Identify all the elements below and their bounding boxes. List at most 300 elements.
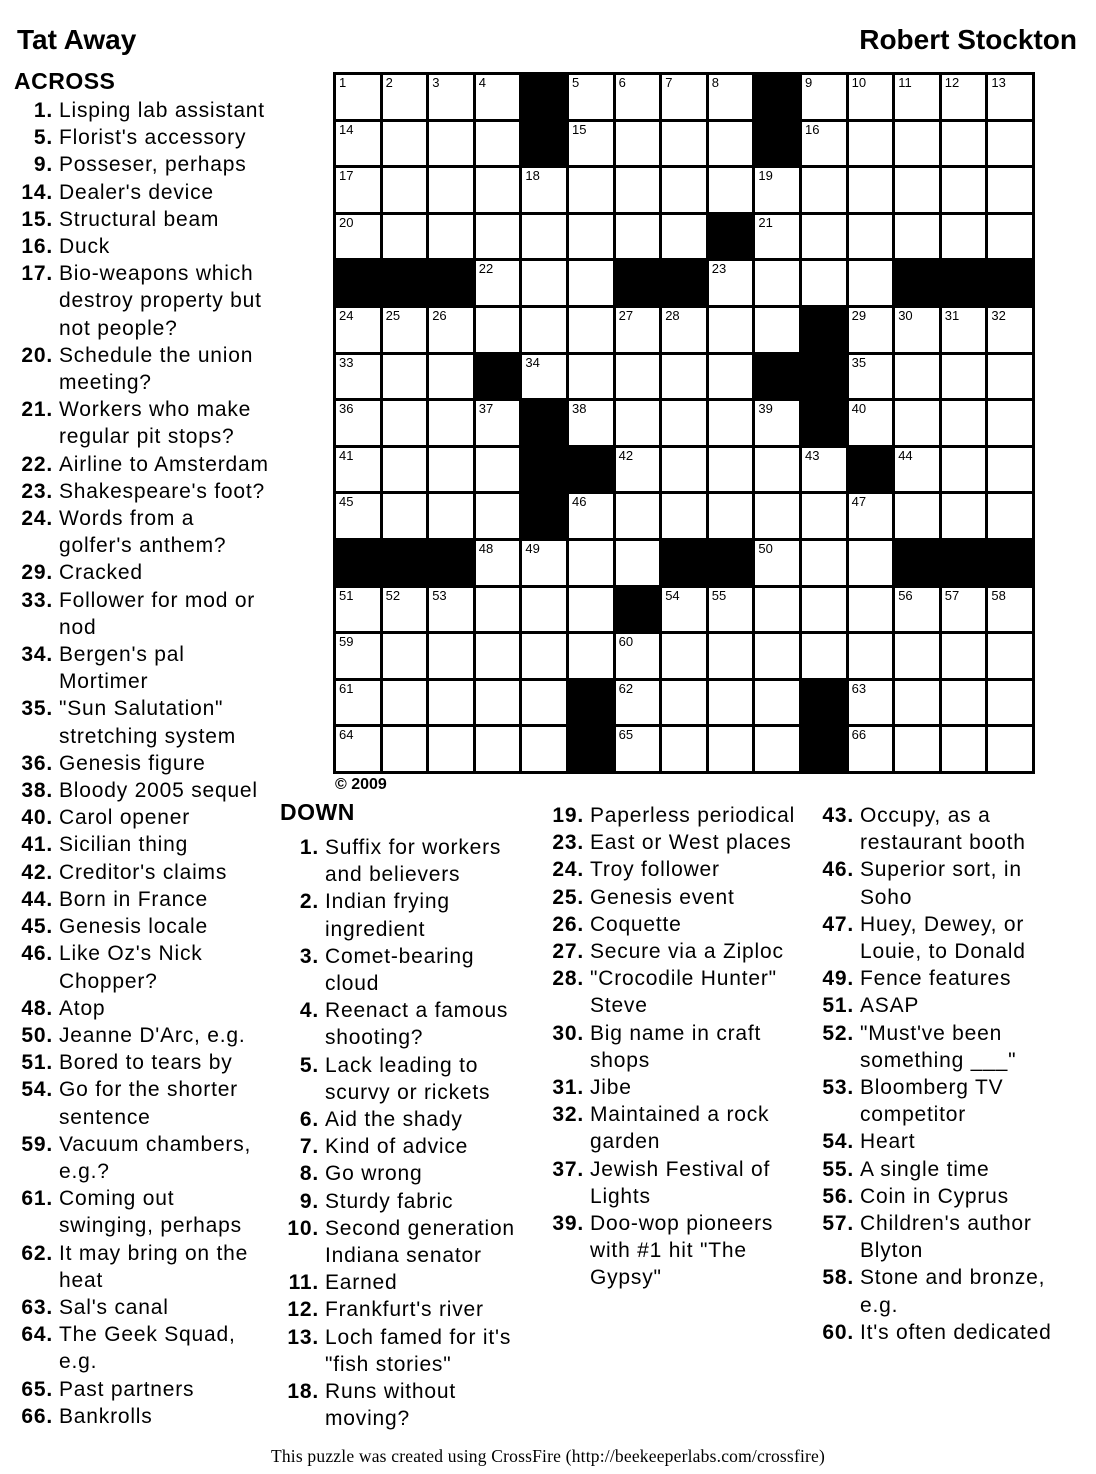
grid-cell[interactable] — [662, 75, 706, 119]
grid-cell[interactable] — [709, 588, 753, 632]
creator-credit: This puzzle was created using CrossFire (http://beekeeperlabs.com/crossfire) — [270, 1446, 826, 1466]
grid-cell[interactable] — [429, 494, 473, 538]
clue-number: 9. — [33, 153, 53, 177]
grid-cell[interactable] — [662, 634, 706, 678]
grid-cell[interactable] — [383, 588, 427, 632]
grid-cell-black — [942, 541, 986, 585]
clue-text: Heart — [860, 1130, 916, 1154]
grid-cell[interactable] — [662, 727, 706, 771]
grid-cell[interactable] — [942, 122, 986, 166]
grid-cell[interactable] — [849, 588, 893, 632]
grid-cell[interactable] — [755, 541, 799, 585]
grid-cell[interactable] — [476, 588, 520, 632]
clue-item — [281, 997, 525, 1051]
cell-number: 1 — [339, 75, 347, 90]
grid-cell[interactable] — [895, 122, 939, 166]
grid-cell[interactable] — [709, 401, 753, 445]
clue-text: Frankfurt's river — [325, 1298, 484, 1322]
clue-text: Past partners — [59, 1377, 195, 1401]
grid-cell[interactable] — [616, 681, 660, 725]
grid-cell[interactable] — [522, 634, 566, 678]
clue-text: Indian frying ingredient — [325, 890, 450, 941]
grid-cell[interactable] — [988, 727, 1032, 771]
grid-cell[interactable] — [942, 727, 986, 771]
grid-cell[interactable] — [336, 308, 380, 352]
grid-cell[interactable] — [429, 122, 473, 166]
cell-number: 26 — [432, 307, 447, 323]
grid-cell-black — [662, 541, 706, 585]
grid-cell[interactable] — [849, 541, 893, 585]
cell-number: 64 — [339, 727, 354, 743]
clue-item — [15, 641, 271, 695]
grid-cell[interactable] — [616, 401, 660, 445]
grid-cell[interactable] — [942, 634, 986, 678]
clue-text: Bloody 2005 sequel — [59, 779, 258, 803]
clue-item — [281, 1188, 525, 1215]
grid-cell-black — [709, 541, 753, 585]
grid-cell-black — [895, 261, 939, 305]
clue-item — [15, 124, 271, 151]
clue-item — [546, 856, 802, 883]
grid-cell[interactable] — [988, 681, 1032, 725]
clue-text: Genesis event — [590, 885, 735, 909]
grid-cell[interactable] — [849, 727, 893, 771]
grid-cell[interactable] — [383, 75, 427, 119]
grid-cell[interactable] — [476, 448, 520, 492]
grid-cell[interactable] — [802, 448, 846, 492]
grid-cell[interactable] — [569, 401, 613, 445]
grid-cell[interactable] — [662, 448, 706, 492]
grid-cell[interactable] — [709, 355, 753, 399]
clue-text: Suffix for workers and believers — [325, 836, 502, 887]
grid-cell-black — [383, 541, 427, 585]
grid-cell[interactable] — [616, 168, 660, 212]
grid-cell[interactable] — [569, 215, 613, 259]
cell-number: 21 — [758, 214, 773, 230]
crossword-grid — [333, 72, 1035, 774]
grid-cell[interactable] — [942, 401, 986, 445]
grid-cell[interactable] — [476, 122, 520, 166]
clue-number: 2. — [299, 890, 319, 914]
grid-cell[interactable] — [569, 122, 613, 166]
grid-cell[interactable] — [336, 448, 380, 492]
grid-cell[interactable] — [849, 634, 893, 678]
grid-cell[interactable] — [802, 215, 846, 259]
clue-text: The Geek Squad, e.g. — [59, 1323, 236, 1374]
clue-number: 32. — [552, 1103, 584, 1127]
grid-cell[interactable] — [429, 727, 473, 771]
grid-cell[interactable] — [476, 401, 520, 445]
grid-cell[interactable] — [616, 634, 660, 678]
clue-item — [15, 1049, 271, 1076]
grid-cell[interactable] — [755, 168, 799, 212]
clue-number: 55. — [822, 1157, 854, 1181]
clue-item — [546, 965, 802, 1019]
clue-number: 54. — [21, 1078, 53, 1102]
grid-cell[interactable] — [383, 215, 427, 259]
clue-number: 47. — [822, 912, 854, 936]
grid-cell[interactable] — [476, 681, 520, 725]
grid-cell[interactable] — [522, 261, 566, 305]
grid-cell[interactable] — [662, 308, 706, 352]
grid-cell[interactable] — [942, 308, 986, 352]
grid-cell[interactable] — [849, 261, 893, 305]
grid-cell[interactable] — [709, 634, 753, 678]
grid-cell[interactable] — [569, 168, 613, 212]
grid-cell-black — [522, 122, 566, 166]
grid-cell[interactable] — [522, 588, 566, 632]
grid-cell[interactable] — [895, 727, 939, 771]
grid-cell[interactable] — [755, 308, 799, 352]
grid-cell[interactable] — [429, 681, 473, 725]
grid-cell[interactable] — [662, 215, 706, 259]
grid-cell[interactable] — [988, 308, 1032, 352]
clue-number: 51. — [21, 1051, 53, 1075]
clue-number: 37. — [552, 1157, 584, 1181]
grid-cell[interactable] — [522, 727, 566, 771]
cell-number: 24 — [339, 307, 354, 323]
clue-text: Children's author Blyton — [860, 1212, 1032, 1263]
clue-text: Jeanne D'Arc, e.g. — [59, 1023, 246, 1047]
grid-cell[interactable] — [988, 401, 1032, 445]
clue-number: 8. — [299, 1162, 319, 1186]
page-author: Robert Stockton — [859, 24, 1077, 55]
clue-number: 6. — [299, 1108, 319, 1132]
grid-cell[interactable] — [336, 588, 380, 632]
grid-cell[interactable] — [569, 355, 613, 399]
grid-cell[interactable] — [522, 355, 566, 399]
clue-number: 60. — [822, 1320, 854, 1344]
grid-cell[interactable] — [336, 168, 380, 212]
cell-number: 32 — [991, 307, 1006, 323]
grid-cell[interactable] — [755, 494, 799, 538]
clue-number: 53. — [822, 1076, 854, 1100]
grid-cell[interactable] — [709, 494, 753, 538]
clue-number: 1. — [299, 836, 319, 859]
grid-cell[interactable] — [476, 541, 520, 585]
grid-cell[interactable] — [849, 215, 893, 259]
clue-item — [15, 559, 271, 586]
grid-cell[interactable] — [429, 355, 473, 399]
grid-cell[interactable] — [849, 494, 893, 538]
grid-cell[interactable] — [476, 727, 520, 771]
clue-item — [15, 97, 271, 124]
grid-cell[interactable] — [569, 541, 613, 585]
grid-cell[interactable] — [988, 168, 1032, 212]
clue-item — [15, 260, 271, 342]
grid-cell[interactable] — [988, 215, 1032, 259]
clue-number: 46. — [822, 858, 854, 882]
clue-item — [15, 1294, 271, 1321]
clue-item — [15, 1022, 271, 1049]
grid-cell[interactable] — [755, 727, 799, 771]
grid-cell[interactable] — [336, 401, 380, 445]
grid-cell[interactable] — [616, 122, 660, 166]
grid-cell[interactable] — [942, 494, 986, 538]
grid-cell[interactable] — [895, 401, 939, 445]
grid-cell[interactable] — [942, 588, 986, 632]
grid-cell[interactable] — [802, 588, 846, 632]
clue-number: 31. — [552, 1076, 584, 1100]
grid-cell[interactable] — [383, 168, 427, 212]
clue-text: Coin in Cyprus — [860, 1184, 1009, 1208]
grid-cell[interactable] — [569, 588, 613, 632]
grid-cell[interactable] — [988, 494, 1032, 538]
grid-cell[interactable] — [755, 215, 799, 259]
grid-cell-black — [569, 681, 613, 725]
clue-text: Bio-weapons which destroy property but not people? — [59, 262, 262, 340]
grid-cell[interactable] — [709, 727, 753, 771]
grid-cell-black — [755, 122, 799, 166]
grid-cell[interactable] — [336, 355, 380, 399]
grid-cell[interactable] — [616, 541, 660, 585]
grid-cell[interactable] — [662, 401, 706, 445]
grid-cell[interactable] — [755, 588, 799, 632]
grid-cell[interactable] — [709, 681, 753, 725]
grid-cell[interactable] — [383, 634, 427, 678]
grid-cell-black — [522, 448, 566, 492]
grid-cell[interactable] — [709, 308, 753, 352]
cell-number: 48 — [478, 540, 494, 556]
grid-cell[interactable] — [942, 681, 986, 725]
grid-cell[interactable] — [476, 494, 520, 538]
grid-cell[interactable] — [476, 168, 520, 212]
grid-cell[interactable] — [849, 168, 893, 212]
grid-cell[interactable] — [662, 588, 706, 632]
grid-cell[interactable] — [755, 634, 799, 678]
grid-cell[interactable] — [895, 215, 939, 259]
grid-cell[interactable] — [429, 75, 473, 119]
grid-cell[interactable] — [849, 401, 893, 445]
grid-cell[interactable] — [942, 168, 986, 212]
grid-cell[interactable] — [616, 494, 660, 538]
grid-cell[interactable] — [942, 75, 986, 119]
grid-cell[interactable] — [476, 261, 520, 305]
grid-cell[interactable] — [383, 401, 427, 445]
grid-cell[interactable] — [895, 355, 939, 399]
grid-cell[interactable] — [476, 308, 520, 352]
across-header: ACROSS — [14, 68, 116, 94]
grid-cell[interactable] — [942, 215, 986, 259]
grid-cell[interactable] — [476, 215, 520, 259]
clue-text: Sicilian thing — [59, 833, 189, 857]
grid-cell-black — [476, 355, 520, 399]
grid-cell[interactable] — [522, 541, 566, 585]
grid-cell[interactable] — [755, 401, 799, 445]
clue-item — [816, 1210, 1060, 1264]
grid-cell[interactable] — [383, 448, 427, 492]
cell-number: 51 — [339, 587, 354, 603]
clue-number: 38. — [21, 779, 53, 803]
cell-number: 54 — [665, 587, 680, 603]
grid-cell[interactable] — [569, 308, 613, 352]
grid-cell[interactable] — [522, 215, 566, 259]
grid-cell[interactable] — [895, 588, 939, 632]
grid-cell[interactable] — [802, 122, 846, 166]
grid-cell[interactable] — [616, 727, 660, 771]
grid-cell[interactable] — [336, 215, 380, 259]
grid-cell[interactable] — [895, 634, 939, 678]
grid-cell[interactable] — [849, 681, 893, 725]
clue-text: Vacuum chambers, e.g.? — [59, 1132, 252, 1183]
clue-item — [816, 992, 1060, 1019]
grid-cell[interactable] — [336, 681, 380, 725]
grid-cell[interactable] — [429, 634, 473, 678]
clue-item — [281, 1052, 525, 1106]
cell-number: 16 — [804, 121, 820, 137]
grid-cell[interactable] — [988, 75, 1032, 119]
clue-number: 24. — [21, 507, 53, 531]
clue-number: 27. — [552, 940, 584, 964]
grid-cell[interactable] — [988, 448, 1032, 492]
grid-cell[interactable] — [429, 401, 473, 445]
grid-cell[interactable] — [802, 261, 846, 305]
clue-text: It's often dedicated — [860, 1320, 1052, 1344]
grid-cell[interactable] — [988, 122, 1032, 166]
grid-cell[interactable] — [476, 75, 520, 119]
grid-cell-black — [522, 401, 566, 445]
grid-cell[interactable] — [662, 122, 706, 166]
grid-cell[interactable] — [709, 122, 753, 166]
grid-cell[interactable] — [802, 634, 846, 678]
grid-cell[interactable] — [336, 122, 380, 166]
clue-item — [15, 233, 271, 260]
grid-cell[interactable] — [895, 494, 939, 538]
clue-number: 5. — [299, 1053, 319, 1077]
grid-cell[interactable] — [849, 122, 893, 166]
clue-item — [546, 884, 802, 911]
cell-number: 58 — [991, 587, 1006, 603]
grid-cell[interactable] — [383, 494, 427, 538]
grid-cell[interactable] — [802, 75, 846, 119]
grid-cell[interactable] — [336, 494, 380, 538]
clue-number: 16. — [21, 235, 53, 259]
grid-cell[interactable] — [802, 494, 846, 538]
grid-cell[interactable] — [616, 75, 660, 119]
clue-number: 54. — [822, 1130, 854, 1154]
grid-cell[interactable] — [569, 261, 613, 305]
grid-cell[interactable] — [849, 75, 893, 119]
grid-cell[interactable] — [522, 681, 566, 725]
clue-number: 11. — [288, 1271, 319, 1295]
grid-cell[interactable] — [522, 168, 566, 212]
down-header: DOWN — [280, 799, 355, 825]
grid-cell[interactable] — [755, 681, 799, 725]
grid-cell[interactable] — [942, 355, 986, 399]
cell-number: 10 — [851, 75, 867, 90]
grid-cell[interactable] — [895, 308, 939, 352]
grid-cell-black — [662, 261, 706, 305]
grid-cell[interactable] — [755, 448, 799, 492]
clue-item — [15, 1403, 271, 1430]
grid-cell[interactable] — [895, 168, 939, 212]
grid-cell[interactable] — [895, 448, 939, 492]
clue-item — [816, 856, 1060, 910]
clue-text: Duck — [59, 235, 111, 259]
grid-cell[interactable] — [988, 588, 1032, 632]
grid-cell[interactable] — [709, 448, 753, 492]
grid-cell[interactable] — [849, 308, 893, 352]
grid-cell[interactable] — [709, 261, 753, 305]
grid-cell[interactable] — [476, 634, 520, 678]
clue-text: Dealer's device — [59, 180, 214, 204]
clue-item — [546, 911, 802, 938]
cell-number: 15 — [571, 121, 587, 137]
grid-cell[interactable] — [616, 355, 660, 399]
grid-cell[interactable] — [662, 681, 706, 725]
grid-cell[interactable] — [429, 448, 473, 492]
clue-text: A single time — [860, 1157, 990, 1181]
grid-cell[interactable] — [616, 448, 660, 492]
grid-cell[interactable] — [429, 588, 473, 632]
clue-text: Coming out swinging, perhaps — [59, 1187, 242, 1238]
cell-number: 34 — [525, 354, 540, 370]
grid-cell[interactable] — [616, 215, 660, 259]
clue-item — [15, 804, 271, 831]
grid-cell[interactable] — [336, 634, 380, 678]
grid-cell[interactable] — [895, 681, 939, 725]
grid-cell[interactable] — [569, 634, 613, 678]
clue-item — [816, 802, 1060, 856]
cell-number: 45 — [339, 494, 354, 510]
grid-cell[interactable] — [988, 634, 1032, 678]
clue-text: Second generation Indiana senator — [325, 1216, 515, 1268]
clue-number: 20. — [21, 343, 53, 367]
clue-text: "Must've been something ___" — [860, 1021, 1017, 1072]
cell-number: 52 — [385, 587, 401, 603]
clue-item — [546, 1074, 802, 1101]
grid-cell[interactable] — [429, 308, 473, 352]
grid-cell[interactable] — [802, 168, 846, 212]
grid-cell[interactable] — [383, 355, 427, 399]
grid-cell[interactable] — [383, 122, 427, 166]
grid-cell[interactable] — [895, 75, 939, 119]
grid-cell[interactable] — [755, 261, 799, 305]
grid-cell[interactable] — [569, 75, 613, 119]
clue-text: Runs without moving? — [325, 1380, 456, 1431]
grid-cell[interactable] — [849, 355, 893, 399]
grid-cell[interactable] — [336, 727, 380, 771]
grid-cell[interactable] — [802, 541, 846, 585]
grid-cell[interactable] — [988, 355, 1032, 399]
cell-number: 18 — [525, 168, 540, 184]
clue-item — [15, 342, 271, 396]
cell-number: 38 — [571, 401, 587, 417]
grid-cell[interactable] — [942, 448, 986, 492]
clue-number: 17. — [21, 262, 53, 286]
grid-cell[interactable] — [522, 308, 566, 352]
grid-cell[interactable] — [569, 494, 613, 538]
cell-number: 50 — [758, 540, 773, 556]
grid-cell[interactable] — [383, 727, 427, 771]
grid-cell[interactable] — [662, 168, 706, 212]
grid-cell[interactable] — [429, 215, 473, 259]
grid-cell[interactable] — [662, 494, 706, 538]
grid-cell[interactable] — [383, 308, 427, 352]
grid-cell-black — [755, 75, 799, 119]
cell-number: 22 — [478, 261, 494, 277]
grid-cell[interactable] — [616, 308, 660, 352]
grid-cell[interactable] — [429, 168, 473, 212]
grid-cell[interactable] — [709, 168, 753, 212]
grid-cell[interactable] — [709, 75, 753, 119]
grid-cell[interactable] — [662, 355, 706, 399]
copyright-notice: © 2009 — [335, 776, 387, 793]
clue-number: 23. — [21, 479, 53, 503]
grid-cell[interactable] — [336, 75, 380, 119]
cell-number: 46 — [571, 494, 587, 510]
grid-cell[interactable] — [383, 681, 427, 725]
